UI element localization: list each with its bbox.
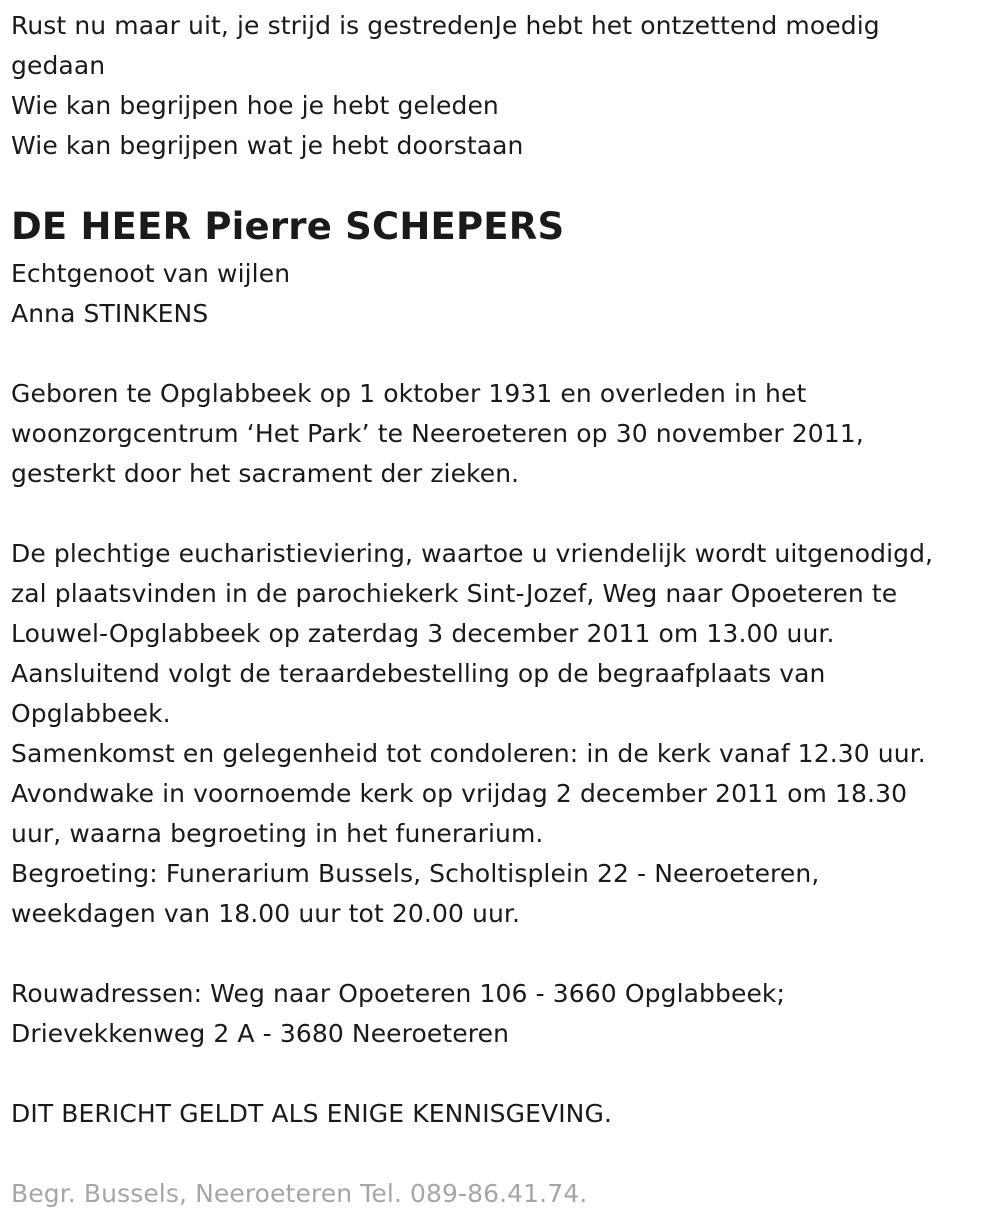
ceremony-line: De plechtige eucharistieviering, waartoe u vriendelijk wordt uitgenodigd, — [11, 539, 934, 568]
ceremony-line: Avondwake in voornoemde kerk op vrijdag 2 december 2011 om 18.30 — [11, 779, 908, 808]
birth-death-details — [11, 374, 864, 494]
spouse-relation: Echtgenoot van wijlen — [11, 259, 291, 288]
ceremony-line: uur, waarna begroeting in het funerarium. — [11, 819, 544, 848]
poem-line: Rust nu maar uit, je strijd is gestredenJe hebt het ontzettend moedig — [11, 11, 880, 40]
ceremony-line: weekdagen van 18.00 uur tot 20.00 uur. — [11, 899, 521, 928]
birth-line: gesterkt door het sacrament der zieken. — [11, 459, 520, 488]
notice-statement: DIT BERICHT GELDT ALS ENIGE KENNISGEVING. — [11, 1099, 612, 1128]
ceremony-line: Begroeting: Funerarium Bussels, Scholtisplein 22 - Neeroeteren, — [11, 859, 820, 888]
birth-line: Geboren te Opglabbeek op 1 oktober 1931 en overleden in het — [11, 379, 807, 408]
ceremony-line: Opglabbeek. — [11, 699, 171, 728]
ceremony-line: Louwel-Opglabbeek op zaterdag 3 december 2011 om 13.00 uur. — [11, 619, 835, 648]
ceremony-details — [11, 534, 933, 934]
poem-line: Wie kan begrijpen hoe je hebt geleden — [11, 91, 499, 120]
deceased-name: DE HEER Pierre SCHEPERS — [11, 205, 565, 248]
poem — [11, 6, 993, 166]
ceremony-line: Aansluitend volgt de teraardebestelling op de begraafplaats van — [11, 659, 826, 688]
mourning-addresses — [11, 974, 785, 1054]
birth-line: woonzorgcentrum ‘Het Park’ te Neeroeteren op 30 november 2011, — [11, 419, 864, 448]
address-line: Drievekkenweg 2 A - 3680 Neeroeteren — [11, 1019, 510, 1048]
address-line: Rouwadressen: Weg naar Opoeteren 106 - 3660 Opglabbeek; — [11, 979, 786, 1008]
spouse-block — [11, 254, 290, 334]
ceremony-line: Samenkomst en gelegenheid tot condoleren: in de kerk vanaf 12.30 uur. — [11, 739, 926, 768]
poem-line: Wie kan begrijpen wat je hebt doorstaan — [11, 131, 524, 160]
funeral-home-footer: Begr. Bussels, Neeroeteren Tel. 089-86.41.74. — [11, 1179, 588, 1208]
ceremony-line: zal plaatsvinden in de parochiekerk Sint-Jozef, Weg naar Opoeteren te — [11, 579, 898, 608]
spouse-name: Anna STINKENS — [11, 299, 209, 328]
poem-line: gedaan — [11, 51, 106, 80]
